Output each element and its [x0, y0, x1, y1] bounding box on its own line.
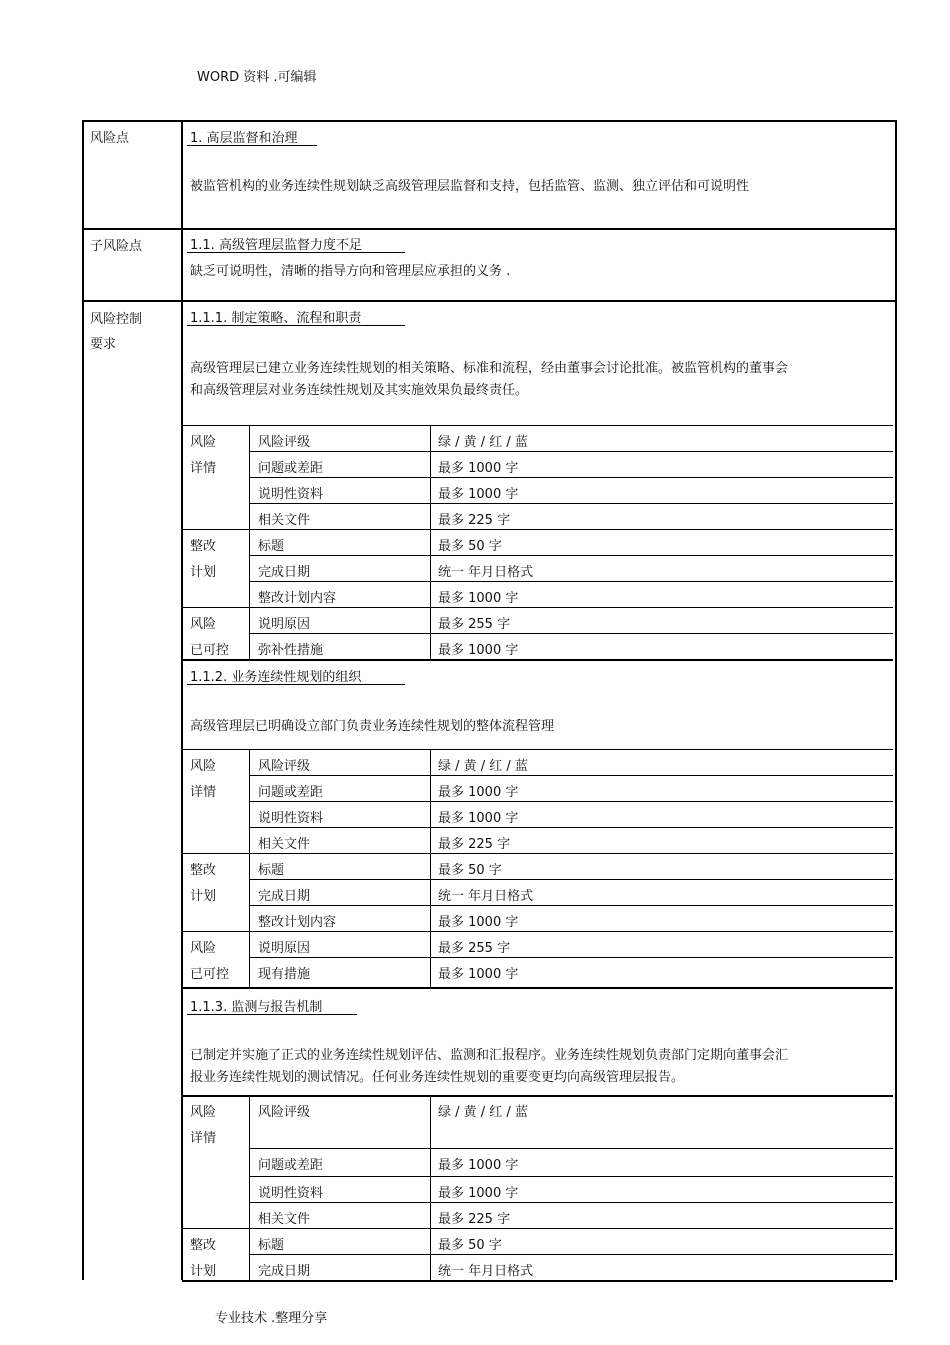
sub-risk-description: 缺乏可说明性，清晰的指导方向和管理层应承担的义务 . — [190, 264, 511, 279]
field-value: 最多 1000 字 — [438, 785, 519, 800]
field-name: 整改计划内容 — [258, 591, 337, 606]
title-underline — [187, 325, 405, 326]
group-label: 整改 — [190, 1238, 217, 1253]
field-grid-top — [182, 425, 893, 426]
field-row-divider — [250, 555, 893, 556]
table-top-border — [82, 120, 895, 122]
field-value: 最多 225 字 — [438, 513, 511, 528]
group-label: 计划 — [190, 1264, 217, 1279]
control-description: 高级管理层已明确设立部门负责业务连续性规划的整体流程管理 — [190, 719, 555, 734]
field-name: 风险评级 — [258, 435, 311, 450]
group-label: 整改 — [190, 539, 217, 554]
field-value: 最多 1000 字 — [438, 487, 519, 502]
field-row-divider — [250, 801, 893, 802]
field-value: 最多 1000 字 — [438, 1158, 519, 1173]
field-value: 统一 年月日格式 — [438, 565, 534, 580]
control-description: 已制定并实施了正式的业务连续性规划评估、监测和汇报程序。业务连续性规划负责部门定期向董事会汇报业务连续性规划的测试情况。任何业务连续性规划的重要变更均向高级管理层报告。 — [190, 1048, 789, 1085]
field-row-divider — [250, 477, 893, 478]
field-row-divider — [250, 633, 893, 634]
field-value: 统一 年月日格式 — [438, 1264, 534, 1279]
field-name: 完成日期 — [258, 1264, 311, 1279]
group-label: 已可控 — [190, 643, 230, 658]
field-row-divider — [250, 827, 893, 828]
field-value: 绿 / 黄 / 红 / 蓝 — [438, 1105, 528, 1120]
field-name: 标题 — [258, 1238, 285, 1253]
field-row-divider — [250, 957, 893, 958]
row-divider — [82, 228, 895, 230]
field-value: 最多 255 字 — [438, 941, 511, 956]
field-name: 说明性资料 — [258, 1186, 324, 1201]
group-label: 风险 — [190, 435, 217, 450]
risk-point-label: 风险点 — [90, 131, 130, 146]
title-underline — [187, 1014, 357, 1015]
control-requirement-label-2: 要求 — [90, 337, 117, 352]
field-value: 最多 1000 字 — [438, 461, 519, 476]
row-divider — [82, 300, 895, 302]
field-value: 绿 / 黄 / 红 / 蓝 — [438, 435, 528, 450]
title-underline — [187, 145, 317, 146]
field-name: 相关文件 — [258, 1212, 311, 1227]
field-value: 最多 50 字 — [438, 539, 502, 554]
group-divider — [182, 853, 893, 854]
control-title: 1.1.2. 业务连续性规划的组织 — [190, 670, 362, 685]
group-label: 风险 — [190, 941, 217, 956]
field-value-divider — [430, 1095, 431, 1280]
field-name-divider — [249, 749, 250, 987]
field-row-divider — [250, 451, 893, 452]
field-value: 最多 1000 字 — [438, 1186, 519, 1201]
field-row-divider — [250, 1148, 893, 1149]
field-name: 说明性资料 — [258, 487, 324, 502]
page-footer: 专业技术 .整理分享 — [215, 1311, 328, 1326]
field-value: 最多 50 字 — [438, 1238, 502, 1253]
control-title: 1.1.3. 监测与报告机制 — [190, 1000, 323, 1015]
title-underline — [187, 252, 405, 253]
field-row-divider — [250, 1176, 893, 1177]
control-block-bottom — [182, 659, 893, 661]
group-divider — [182, 607, 893, 608]
field-grid-top — [182, 749, 893, 750]
field-value: 最多 50 字 — [438, 863, 502, 878]
field-value: 绿 / 黄 / 红 / 蓝 — [438, 759, 528, 774]
field-value: 最多 1000 字 — [438, 915, 519, 930]
page-header: WORD 资料 .可编辑 — [197, 70, 317, 85]
field-name: 问题或差距 — [258, 785, 324, 800]
group-label: 详情 — [190, 461, 217, 476]
field-value: 最多 1000 字 — [438, 643, 519, 658]
field-name: 完成日期 — [258, 889, 311, 904]
field-row-divider — [250, 1202, 893, 1203]
control-block-bottom — [182, 987, 893, 989]
risk-title: 1. 高层监督和治理 — [190, 131, 298, 146]
field-value: 最多 1000 字 — [438, 811, 519, 826]
field-name: 说明性资料 — [258, 811, 324, 826]
field-row-divider — [250, 1254, 893, 1255]
field-name: 问题或差距 — [258, 1158, 324, 1173]
title-underline — [187, 684, 405, 685]
field-value-divider — [430, 749, 431, 987]
field-value: 最多 255 字 — [438, 617, 511, 632]
field-value: 最多 225 字 — [438, 1212, 511, 1227]
field-value: 最多 225 字 — [438, 837, 511, 852]
group-divider — [182, 931, 893, 932]
group-label: 整改 — [190, 863, 217, 878]
field-name: 现有措施 — [258, 967, 311, 982]
field-row-divider — [250, 503, 893, 504]
group-divider — [182, 529, 893, 530]
field-name: 问题或差距 — [258, 461, 324, 476]
sub-risk-point-label: 子风险点 — [90, 239, 143, 254]
field-row-divider — [250, 879, 893, 880]
field-name: 完成日期 — [258, 565, 311, 580]
group-label: 详情 — [190, 1131, 217, 1146]
field-name: 标题 — [258, 863, 285, 878]
field-name: 说明原因 — [258, 617, 311, 632]
field-name-divider — [249, 425, 250, 659]
field-value-divider — [430, 425, 431, 659]
control-requirement-label: 风险控制 — [90, 312, 143, 327]
field-name: 标题 — [258, 539, 285, 554]
group-label: 风险 — [190, 617, 217, 632]
field-row-divider — [250, 905, 893, 906]
field-name: 风险评级 — [258, 759, 311, 774]
field-value: 统一 年月日格式 — [438, 889, 534, 904]
control-block-bottom — [182, 1280, 893, 1282]
group-label: 风险 — [190, 1105, 217, 1120]
group-label: 已可控 — [190, 967, 230, 982]
field-row-divider — [250, 775, 893, 776]
field-value: 最多 1000 字 — [438, 967, 519, 982]
group-label: 计划 — [190, 565, 217, 580]
control-description: 高级管理层已建立业务连续性规划的相关策略、标准和流程，经由董事会讨论批准。被监管机构的董事会和高级管理层对业务连续性规划及其实施效果负最终责任。 — [190, 361, 789, 398]
field-name: 弥补性措施 — [258, 643, 324, 658]
risk-description: 被监管机构的业务连续性规划缺乏高级管理层监督和支持，包括监管、监测、独立评估和可说明性 — [190, 179, 750, 194]
group-label: 风险 — [190, 759, 217, 774]
field-name: 相关文件 — [258, 513, 311, 528]
field-row-divider — [250, 581, 893, 582]
field-name: 风险评级 — [258, 1105, 311, 1120]
label-column-divider — [181, 120, 183, 1280]
field-name-divider — [249, 1095, 250, 1280]
group-label: 计划 — [190, 889, 217, 904]
field-name: 相关文件 — [258, 837, 311, 852]
control-title: 1.1.1. 制定策略、流程和职责 — [190, 311, 362, 326]
field-value: 最多 1000 字 — [438, 591, 519, 606]
group-label: 详情 — [190, 785, 217, 800]
field-grid-top — [182, 1095, 893, 1097]
field-name: 整改计划内容 — [258, 915, 337, 930]
field-name: 说明原因 — [258, 941, 311, 956]
group-divider — [182, 1228, 893, 1229]
sub-risk-title: 1.1. 高级管理层监督力度不足 — [190, 238, 362, 253]
